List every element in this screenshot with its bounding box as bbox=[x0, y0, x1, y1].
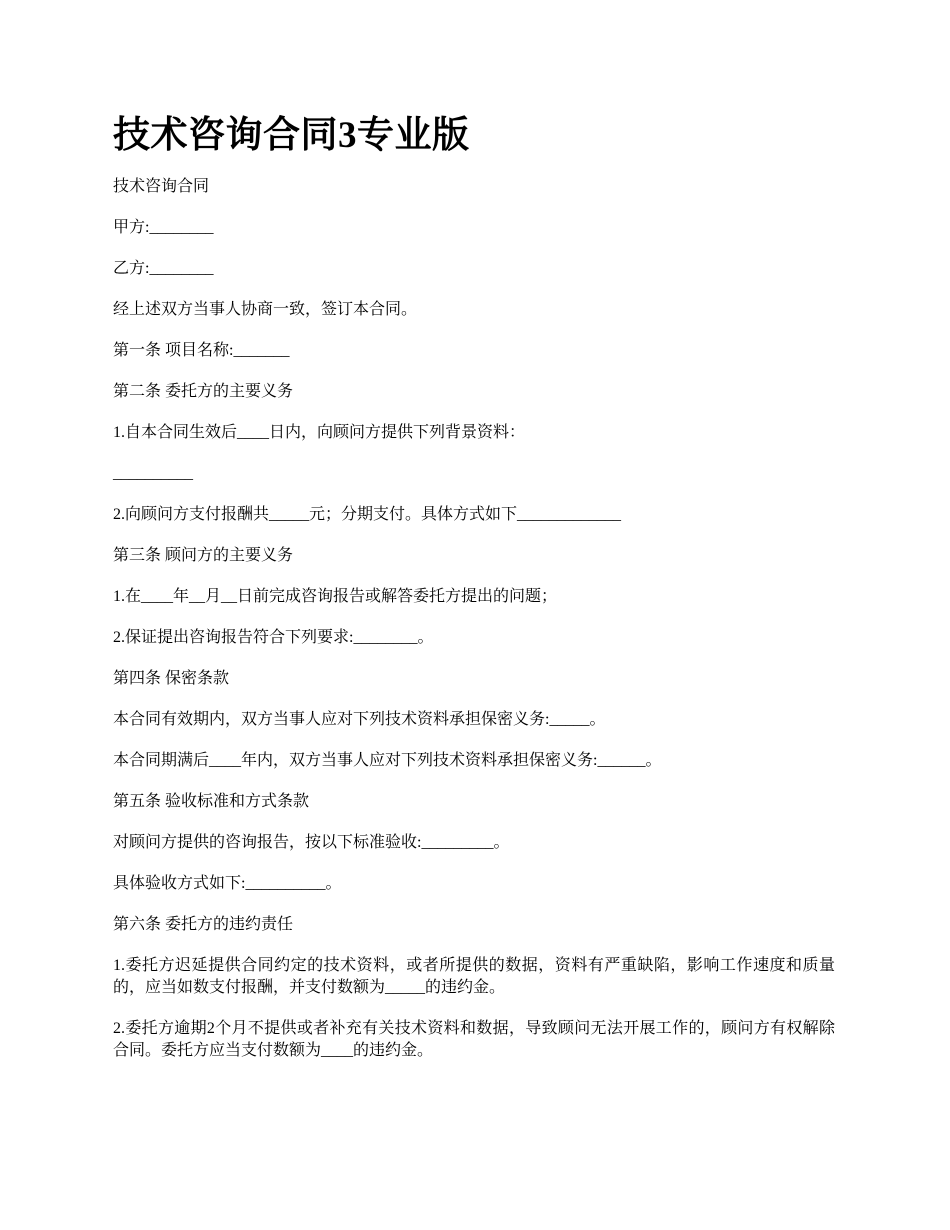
article-4-clause-2: 本合同期满后____年内，双方当事人应对下列技术资料承担保密义务:______。 bbox=[113, 752, 662, 769]
article-5-clause-2: 具体验收方式如下:__________。 bbox=[113, 875, 342, 892]
article-6-clause-2: 2.委托方逾期2个月不提供或者补充有关技术资料和数据，导致顾问无法开展工作的，顾问方有权解除合同。委托方应当支付数额为____的违约金。 bbox=[113, 1020, 835, 1059]
agreement-statement: 经上述双方当事人协商一致，签订本合同。 bbox=[113, 301, 418, 318]
document-title: 技术咨询合同3专业版 bbox=[113, 115, 470, 156]
article-3-clause-2: 2.保证提出咨询报告符合下列要求:________。 bbox=[113, 629, 434, 646]
party-a-line: 甲方:________ bbox=[113, 219, 214, 236]
contract-heading: 技术咨询合同 bbox=[113, 178, 210, 195]
article-5-heading: 第五条 验收标准和方式条款 bbox=[113, 793, 310, 810]
document-page bbox=[113, 110, 835, 1081]
article-3-heading: 第三条 顾问方的主要义务 bbox=[113, 547, 294, 564]
article-4-clause-1: 本合同有效期内，双方当事人应对下列技术资料承担保密义务:_____。 bbox=[113, 711, 606, 728]
article-2-clause-1: 1.自本合同生效后____日内，向顾问方提供下列背景资料： bbox=[113, 424, 526, 441]
article-5-clause-1: 对顾问方提供的咨询报告，按以下标准验收:_________。 bbox=[113, 834, 510, 851]
article-6-clause-1: 1.委托方迟延提供合同约定的技术资料，或者所提供的数据，资料有严重缺陷，影响工作速度和质量的，应当如数支付报酬，并支付数额为_____的违约金。 bbox=[113, 957, 835, 996]
article-3-clause-1: 1.在____年__月__日前完成咨询报告或解答委托方提出的问题； bbox=[113, 588, 558, 605]
article-6-heading: 第六条 委托方的违约责任 bbox=[113, 916, 294, 933]
article-2-clause-2: 2.向顾问方支付报酬共_____元；分期支付。具体方式如下_____________ bbox=[113, 506, 622, 523]
party-b-line: 乙方:________ bbox=[113, 260, 214, 277]
article-2-heading: 第二条 委托方的主要义务 bbox=[113, 383, 294, 400]
article-4-heading: 第四条 保密条款 bbox=[113, 670, 230, 687]
article-2-blank-line: __________ bbox=[113, 465, 193, 482]
article-1-project-name: 第一条 项目名称:_______ bbox=[113, 342, 290, 359]
